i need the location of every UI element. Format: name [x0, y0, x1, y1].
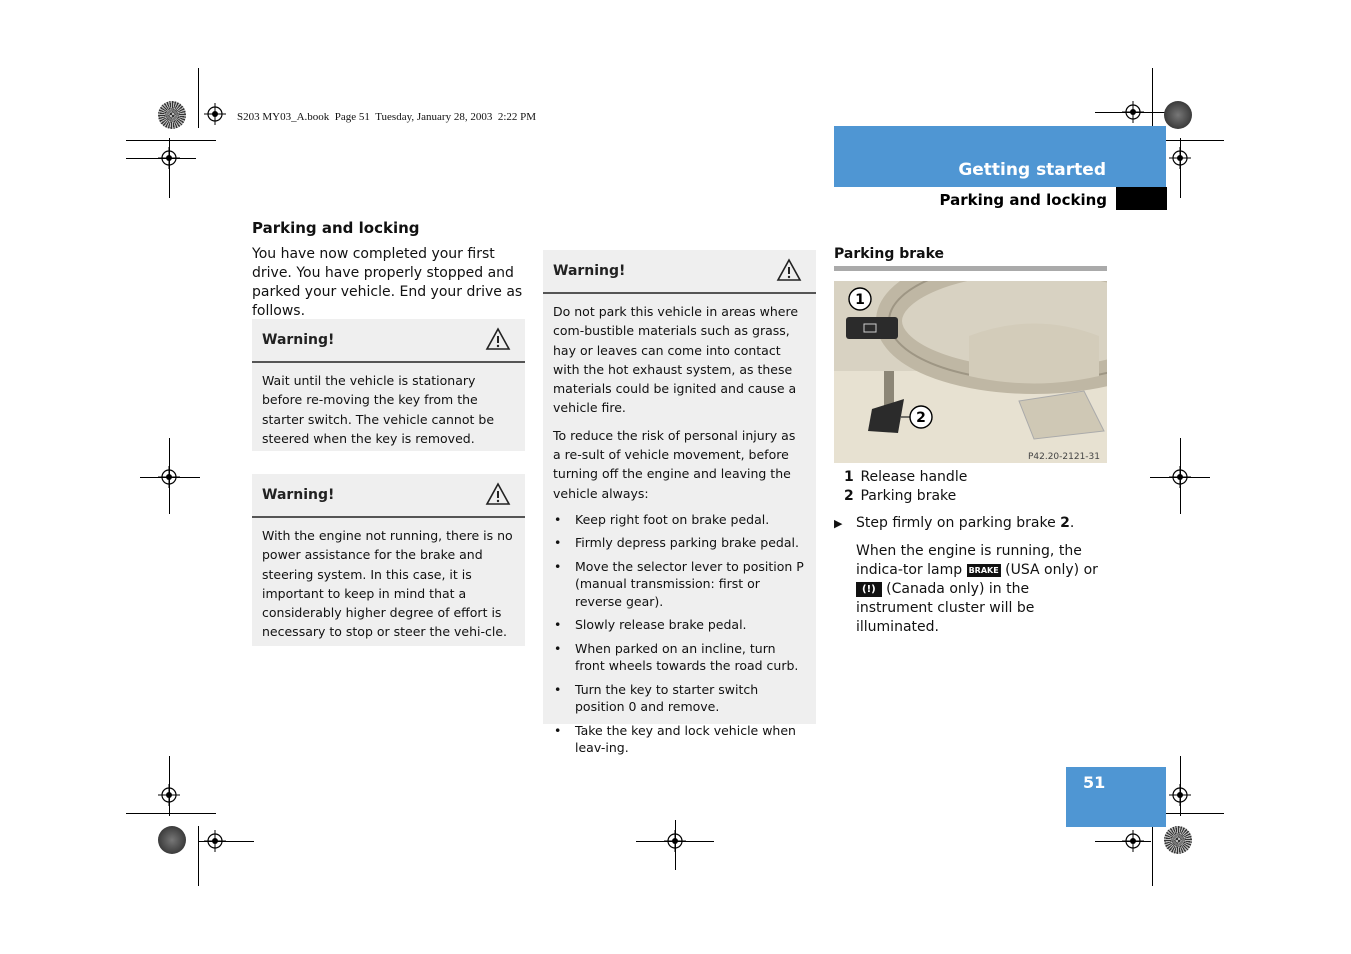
registration-mark-icon — [1122, 101, 1144, 123]
parking-brake-illustration — [834, 281, 1107, 463]
registration-mark-icon — [1169, 784, 1191, 806]
parking-brake-figure — [834, 281, 1107, 463]
warning-label: Warning! — [262, 487, 335, 503]
warning-text: Wait until the vehicle is stationary before re-moving the key from the starter switch. The vehicle cannot be steered when the key is removed. — [262, 373, 495, 446]
brake-lamp-icon: BRAKE — [968, 566, 999, 575]
warning-label: Warning! — [553, 263, 626, 279]
warning-header — [252, 319, 525, 363]
section-tab — [834, 126, 1166, 187]
page-title: Parking and locking — [252, 219, 420, 237]
registration-mark-icon — [158, 147, 180, 169]
instruction-step: ▶ Step firmly on parking brake 2. — [834, 515, 1075, 531]
file-info: S203 MY03_A.book Page 51 Tuesday, January 28, 2003 2:22 PM — [237, 111, 537, 123]
color-disc-icon — [1164, 826, 1192, 854]
list-item: • Take the key and lock vehicle when leav-ing. — [554, 722, 796, 756]
legend-item: 2 Parking brake — [844, 488, 957, 504]
registration-mark-icon — [158, 784, 180, 806]
list-item: • Slowly release brake pedal. — [554, 617, 747, 633]
registration-mark-icon — [158, 466, 180, 488]
warning-box-2 — [252, 474, 525, 646]
step-arrow-icon: ▶ — [834, 517, 843, 530]
section-title: Getting started — [958, 160, 1106, 180]
warning-paragraph: To reduce the risk of personal injury as a re-sult of vehicle movement, before turning off the engine and leaving the vehicle always: — [553, 427, 796, 501]
figure-code: P42.20-2121-31 — [1027, 452, 1100, 462]
page-number-tab — [1066, 767, 1166, 827]
list-item: • Turn the key to starter switch position 0 and remove. — [554, 681, 759, 715]
subsection-marker — [1116, 187, 1167, 210]
color-disc-icon — [158, 101, 186, 129]
warning-label: Warning! — [262, 332, 335, 348]
checklist — [553, 511, 806, 757]
registration-mark-icon — [1122, 830, 1144, 852]
callout-1: 1 — [855, 292, 865, 308]
warning-box-1 — [252, 319, 525, 451]
registration-mark-icon — [204, 830, 226, 852]
list-item: • Keep right foot on brake pedal. — [554, 511, 770, 527]
color-disc-icon — [158, 826, 186, 854]
warning-box-3 — [543, 250, 816, 756]
callout-2: 2 — [916, 410, 926, 426]
list-item: • Move the selector lever to position P (manual transmission: first or reverse gear). — [554, 558, 804, 609]
parking-brake-heading: Parking brake — [834, 246, 945, 262]
warning-triangle-icon — [776, 258, 802, 282]
warning-header — [543, 250, 816, 294]
list-item: • When parked on an incline, turn front wheels towards the road curb. — [554, 640, 799, 674]
warning-header — [252, 474, 525, 518]
warning-paragraph: Do not park this vehicle in areas where com-bustible materials such as grass, hay or leaves can come into contact with the hot exhaust system, as these materials could be ignited and cause a vehicle fire. — [553, 304, 799, 416]
heading-rule — [834, 266, 1107, 271]
registration-mark-icon — [664, 830, 686, 852]
subsection-title: Parking and locking — [939, 191, 1107, 209]
legend — [844, 468, 967, 506]
color-disc-icon — [1164, 101, 1192, 129]
warning-text — [543, 294, 816, 771]
legend-item: 1 Release handle — [844, 469, 968, 485]
registration-mark-icon — [1169, 466, 1191, 488]
lamp-note: When the engine is running, the indica-tor lamp BRAKE (USA only) or (!) (Canada only) in the instrument cluster will be illuminated. — [856, 543, 1098, 635]
registration-mark-icon — [204, 103, 226, 125]
warning-text: With the engine not running, there is no power assistance for the brake and steering system. In this case, it is important to keep in mind that a considerably higher degree of effort is necessary to stop or steer the vehi-cle. — [262, 528, 513, 640]
parking-brake-lamp-icon: (!) — [856, 582, 882, 597]
warning-triangle-icon — [485, 327, 511, 351]
list-item: • Firmly depress parking brake pedal. — [554, 535, 799, 551]
page-number: 51 — [1083, 773, 1106, 792]
warning-triangle-icon — [485, 482, 511, 506]
intro-text: You have now completed your first drive. You have properly stopped and parked your vehicle. End your drive as follows. — [252, 246, 523, 319]
registration-mark-icon — [1169, 147, 1191, 169]
